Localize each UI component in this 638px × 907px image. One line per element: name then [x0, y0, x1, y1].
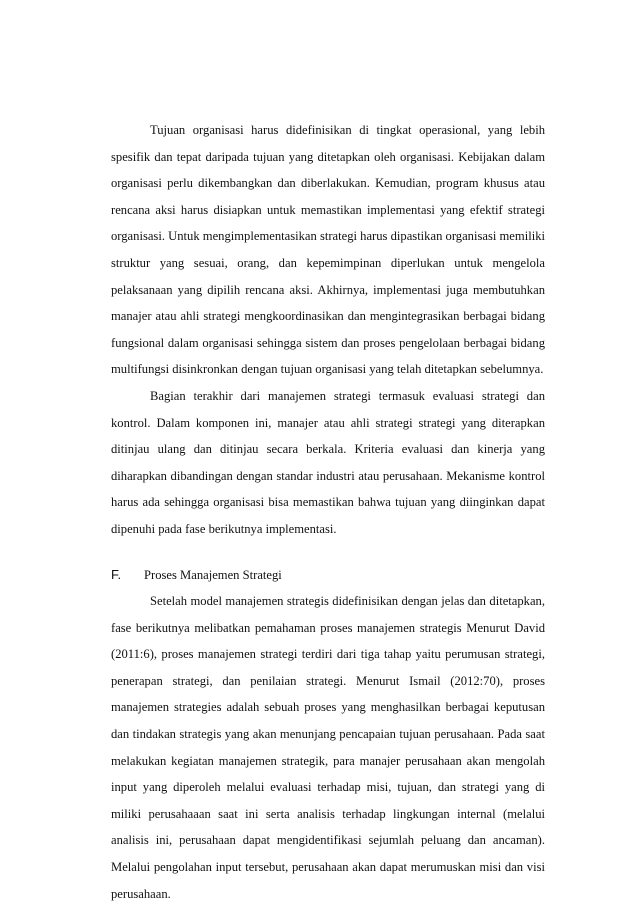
section-title: Proses Manajemen Strategi	[144, 567, 282, 582]
document-body	[111, 117, 545, 907]
body-paragraph: Tujuan organisasi harus didefinisikan di tingkat operasional, yang lebih spesifik dan tepat daripada tujuan yang ditetapkan oleh organisasi. Kebijakan dalam organisasi perlu dikembangkan dan diberlakukan. Kemudian, program khusus atau rencana aksi harus disiapkan untuk memastikan implementasi yang efektif strategi organisasi. Untuk mengimplementasikan strategi harus dipastikan organisasi memiliki struktur yang sesuai, orang, dan kepemimpinan diperlukan untuk mengelola pelaksanaan yang dipilih rencana aksi. Akhirnya, implementasi juga membutuhkan manajer atau ahli strategi mengkoordinasikan dan mengintegrasikan berbagai bidang fungsional dalam organisasi sehingga sistem dan proses pengelolaan berbagai bidang multifungsi disinkronkan dengan tujuan organisasi yang telah ditetapkan sebelumnya.	[111, 123, 545, 377]
section-letter: F.	[111, 566, 122, 582]
body-paragraph: Bagian terakhir dari manajemen strategi termasuk evaluasi strategi dan kontrol. Dalam komponen ini, manajer atau ahli strategi strategi yang diterapkan ditinjau ulang dan ditinjau secara berkala. Kriteria evaluasi dan kinerja yang diharapkan dibandingan dengan standar industri atau perusahaan. Mekanisme kontrol harus ada sehingga organisasi bisa memastikan bahwa tujuan yang diinginkan dapat dipenuhi pada fase berikutnya implementasi.	[111, 388, 545, 536]
body-paragraph: Setelah model manajemen strategis didefinisikan dengan jelas dan ditetapkan, fase berikutnya melibatkan pemahaman proses manajemen strategis Menurut David (2011:6), proses manajemen strategi terdiri dari tiga tahap yaitu perumusan strategi, penerapan strategi, dan penilaian strategi. Menurut Ismail (2012:70), proses manajemen strategies adalah sebuah proses yang menghasilkan berbagai keputusan dan tindakan strategis yang akan menunjang pencapaian tujuan perusahaan. Pada saat melakukan kegiatan manajemen strategik, para manajer perusahaan akan mengolah input yang diperoleh melalui evaluasi terhadap misi, tujuan, dan strategi yang di miliki perusahaaan saat ini serta analisis terhadap lingkungan internal (melalui analisis ini, perusahaan dapat mengidentifikasi sejumlah peluang dan ancaman). Melalui pengolahan input tersebut, perusahaan akan dapat merumuskan misi dan visi perusahaan.	[111, 594, 545, 901]
section-heading	[111, 562, 545, 589]
paragraph-gap	[111, 543, 545, 562]
